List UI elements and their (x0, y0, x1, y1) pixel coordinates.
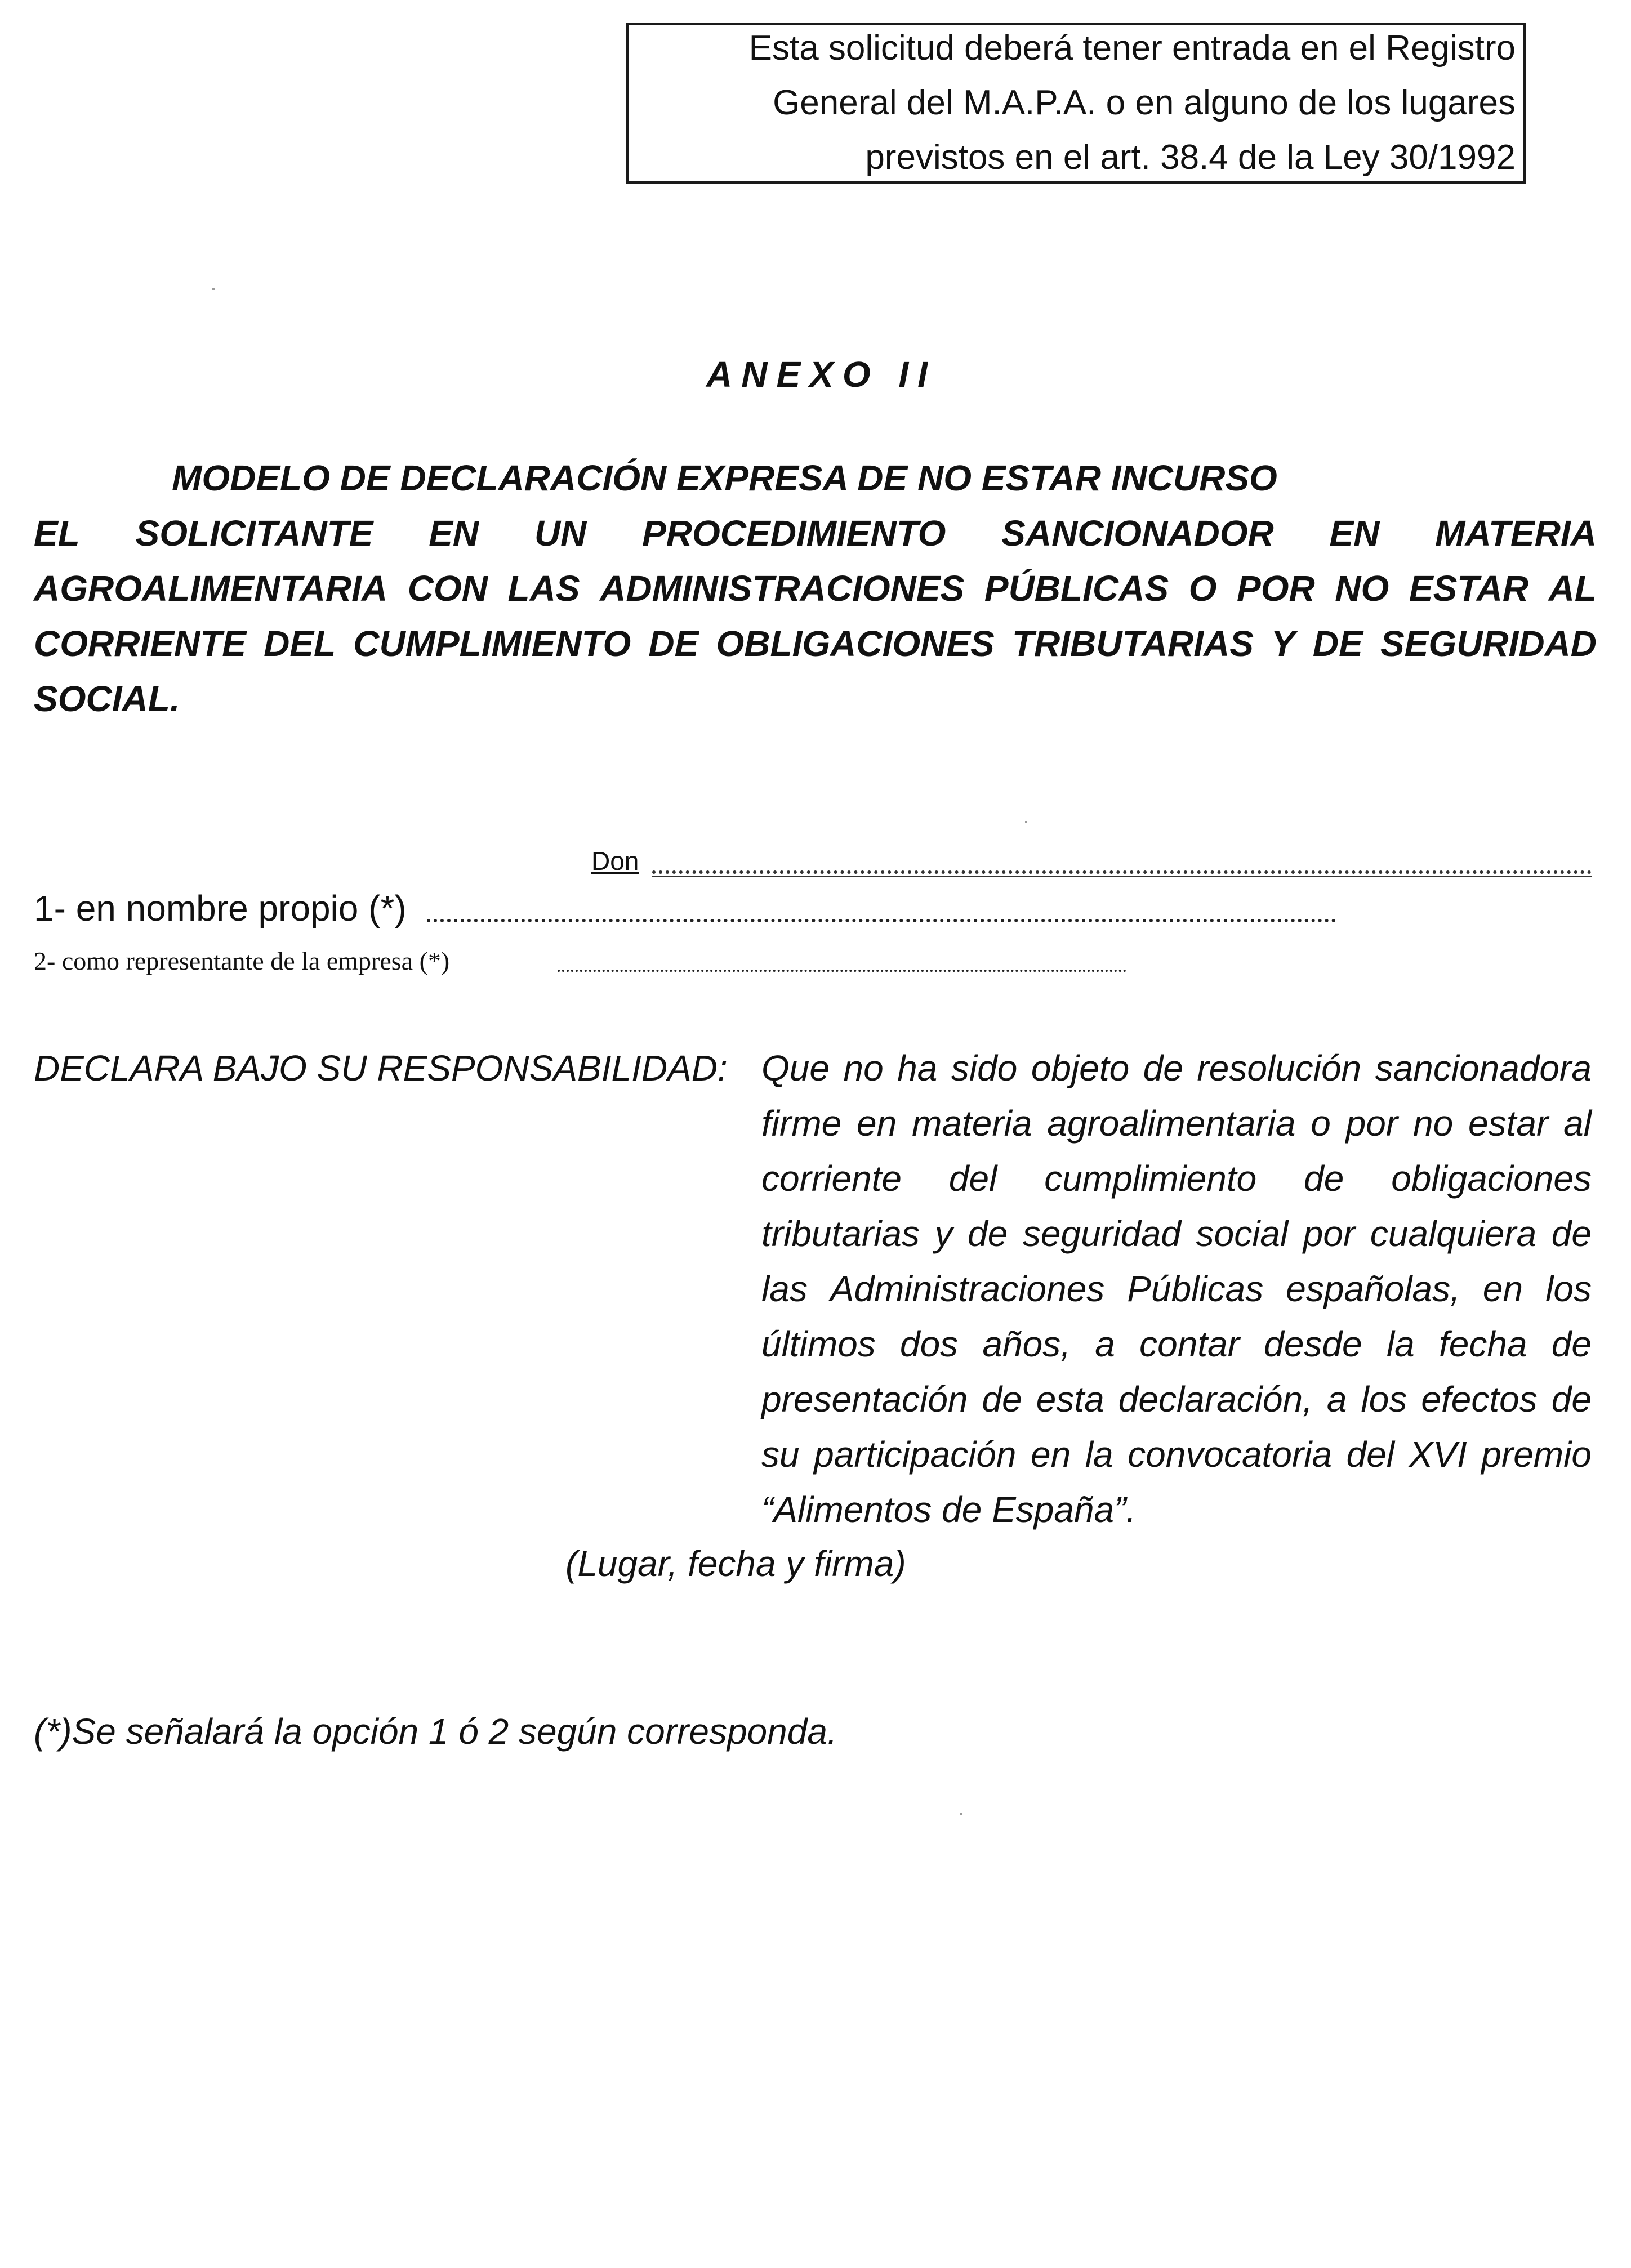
word: en (1482, 1269, 1523, 1309)
heading-line-1: MODELO DE DECLARACIÓN EXPRESA DE NO ESTAR INCURSO (172, 458, 1277, 498)
word: materia (912, 1103, 1032, 1144)
word: y (934, 1213, 953, 1254)
word: las (761, 1269, 808, 1309)
scan-speck (960, 1813, 962, 1815)
word: OBLIGACIONES (716, 623, 995, 664)
word: PÚBLICAS (984, 568, 1169, 609)
word: POR (1237, 568, 1315, 609)
heading-line-4 (34, 623, 1597, 664)
heading-line-5: SOCIAL. (34, 678, 180, 719)
word: españolas, (1286, 1269, 1460, 1309)
word: no (1413, 1103, 1454, 1144)
word: los (1545, 1269, 1592, 1309)
notice-line-1: Esta solicitud deberá tener entrada en el Registro (748, 29, 1516, 68)
declaration-line-1 (761, 1047, 1592, 1089)
word: DE (648, 623, 699, 664)
declaration-line-8 (761, 1434, 1592, 1475)
word: Y (1271, 623, 1295, 664)
word: LAS (507, 568, 580, 609)
word: social (1196, 1213, 1289, 1254)
word: contar (1139, 1324, 1240, 1364)
word: efectos (1421, 1379, 1538, 1419)
scan-speck (1025, 821, 1027, 823)
word: EL (34, 513, 80, 553)
word: AL (1548, 568, 1597, 609)
word: de (1143, 1048, 1183, 1088)
declaration-line-3 (761, 1158, 1592, 1199)
word: años, (982, 1324, 1071, 1364)
notice-line-3: previstos en el art. 38.4 de la Ley 30/1992 (865, 138, 1516, 177)
word: en (1031, 1434, 1071, 1475)
word: TRIBUTARIAS (1011, 623, 1254, 664)
word: la (1085, 1434, 1113, 1475)
word: su (761, 1434, 800, 1475)
option-own-name-field[interactable] (427, 919, 1336, 922)
heading-line-2 (34, 512, 1597, 554)
word: Públicas (1127, 1269, 1264, 1309)
word: DE (1312, 623, 1363, 664)
declaration-label: DECLARA BAJO SU RESPONSABILIDAD: (34, 1048, 728, 1088)
word: tributarias (761, 1213, 920, 1254)
word: seguridad (1022, 1213, 1182, 1254)
word: a (1095, 1324, 1115, 1364)
word: de (1551, 1324, 1592, 1364)
word: sido (951, 1048, 1018, 1088)
word: agroalimentaria (1047, 1103, 1296, 1144)
word: resolución (1197, 1048, 1362, 1088)
word: convocatoria (1128, 1434, 1333, 1475)
option-own-name: 1- en nombre propio (*) (34, 888, 407, 928)
word: EN (429, 513, 479, 553)
word: cumplimiento (1044, 1158, 1257, 1199)
word: firme (761, 1103, 842, 1144)
word: de (968, 1213, 1008, 1254)
word: AGROALIMENTARIA (34, 568, 388, 609)
scan-speck (212, 288, 215, 290)
word: participación (814, 1434, 1017, 1475)
word: O (1188, 568, 1217, 609)
word: cualquiera (1370, 1213, 1537, 1254)
word: premio (1481, 1434, 1592, 1475)
word: por (1345, 1103, 1398, 1144)
word: CON (407, 568, 488, 609)
word: de (1551, 1379, 1592, 1419)
word: por (1303, 1213, 1356, 1254)
word: SOLICITANTE (135, 513, 373, 553)
word: sancionadora (1375, 1048, 1592, 1088)
don-name-field[interactable] (652, 870, 1592, 874)
word: DEL (264, 623, 336, 664)
word: al (1563, 1103, 1592, 1144)
footnote: (*)Se señalará la opción 1 ó 2 según corresponda. (34, 1711, 837, 1752)
word: ESTAR (1409, 568, 1529, 609)
word: del (1346, 1434, 1394, 1475)
word: esta (1036, 1379, 1104, 1419)
word: fecha (1438, 1324, 1527, 1364)
word: de (1304, 1158, 1344, 1199)
declaration-line-6 (761, 1323, 1592, 1365)
word: PROCEDIMIENTO (642, 513, 946, 553)
word: objeto (1031, 1048, 1130, 1088)
word: presentación (761, 1379, 968, 1419)
declaration-line-4 (761, 1213, 1592, 1254)
word: obligaciones (1391, 1158, 1592, 1199)
word: SANCIONADOR (1001, 513, 1274, 553)
word: declaración, (1118, 1379, 1313, 1419)
registry-notice-box (626, 23, 1526, 184)
word: no (843, 1048, 884, 1088)
word: UN (534, 513, 587, 553)
option-company-representative: 2- como representante de la empresa (*) (34, 947, 450, 975)
word: Que (761, 1048, 830, 1088)
word: SEGURIDAD (1380, 623, 1597, 664)
word: XVI (1409, 1434, 1467, 1475)
declaration-line-7 (761, 1378, 1592, 1420)
heading-line-3 (34, 568, 1597, 609)
declaration-line-9: “Alimentos de España”. (761, 1489, 1137, 1530)
option-company-field[interactable] (558, 970, 1126, 972)
declaration-line-5 (761, 1268, 1592, 1310)
annex-title: ANEXO II (706, 354, 937, 395)
word: dos (899, 1324, 959, 1364)
don-name-underline (652, 876, 1592, 877)
place-date-signature: (Lugar, fecha y firma) (565, 1543, 906, 1584)
word: o (1311, 1103, 1331, 1144)
word: del (948, 1158, 997, 1199)
word: estar (1468, 1103, 1549, 1144)
word: MATERIA (1435, 513, 1597, 553)
word: ha (897, 1048, 938, 1088)
word: de (1551, 1213, 1592, 1254)
notice-line-2: General del M.A.P.A. o en alguno de los lugares (773, 83, 1516, 122)
word: NO (1335, 568, 1389, 609)
word: CORRIENTE (34, 623, 246, 664)
word: desde (1264, 1324, 1362, 1364)
word: los (1361, 1379, 1407, 1419)
word: a (1326, 1379, 1347, 1419)
word: EN (1329, 513, 1380, 553)
word: la (1386, 1324, 1415, 1364)
word: corriente (761, 1158, 902, 1199)
declaration-line-2 (761, 1102, 1592, 1144)
word: ADMINISTRACIONES (600, 568, 965, 609)
don-label: Don (591, 846, 639, 876)
word: Administraciones (830, 1269, 1105, 1309)
word: en (857, 1103, 897, 1144)
word: de (982, 1379, 1022, 1419)
word: CUMPLIMIENTO (353, 623, 631, 664)
word: últimos (761, 1324, 876, 1364)
